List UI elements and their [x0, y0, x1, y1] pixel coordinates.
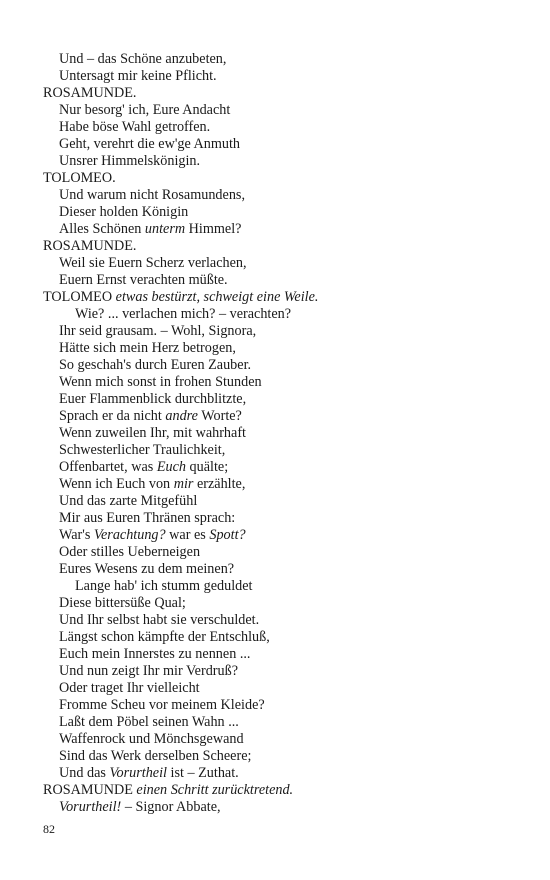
verse-line: [43, 425, 523, 442]
verse-line: [43, 340, 523, 357]
line-text: Euch mein Innerstes zu nennen ...: [59, 646, 251, 662]
verse-line: [43, 510, 523, 527]
italic-text: etwas bestürzt, schweigt eine Weile.: [115, 289, 319, 305]
verse-line: [43, 697, 523, 714]
verse-line: [43, 306, 523, 323]
verse-line: [43, 221, 523, 238]
verse-line: [43, 442, 523, 459]
line-text: Oder traget Ihr vielleicht: [59, 680, 200, 696]
line-text: Dieser holden Königin: [59, 204, 189, 220]
speaker-line: [43, 85, 523, 102]
line-text: Und nun zeigt Ihr mir Verdruß?: [59, 663, 239, 679]
verse-line: [43, 136, 523, 153]
verse-line: [43, 799, 523, 816]
speaker-line: [43, 170, 523, 187]
speaker-line: [43, 782, 523, 799]
line-text: Längst schon kämpfte der Entschluß,: [59, 629, 270, 645]
verse-line: [43, 51, 523, 68]
line-text: Mir aus Euren Thränen sprach:: [59, 510, 236, 526]
line-text: Wenn zuweilen Ihr, mit wahrhaft: [59, 425, 246, 441]
italic-text: einen Schritt zurücktretend.: [136, 782, 294, 798]
verse-line: [43, 714, 523, 731]
line-text: Laßt dem Pöbel seinen Wahn ...: [59, 714, 239, 730]
line-text: Wenn mich sonst in frohen Stunden: [59, 374, 262, 390]
verse-line: [43, 629, 523, 646]
verse-line: [43, 493, 523, 510]
line-text: Oder stilles Ueberneigen: [59, 544, 201, 560]
italic-text: Spott?: [209, 527, 246, 543]
line-text: erzählte,: [193, 476, 246, 492]
line-text: ist – Zuthat.: [167, 765, 239, 781]
verse-line: [43, 272, 523, 289]
line-text: war es: [165, 527, 210, 543]
line-text: Alles Schönen: [59, 221, 145, 237]
line-text: Ihr seid grausam. – Wohl, Signora,: [59, 323, 257, 339]
line-text: Eures Wesens zu dem meinen?: [59, 561, 235, 577]
line-text: Und Ihr selbst habt sie verschuldet.: [59, 612, 260, 628]
verse-line: [43, 544, 523, 561]
line-text: Geht, verehrt die ew'ge Anmuth: [59, 136, 241, 152]
verse-line: [43, 391, 523, 408]
line-text: Habe böse Wahl getroffen.: [59, 119, 211, 135]
verse-line: [43, 731, 523, 748]
line-text: Weil sie Euern Scherz verlachen,: [59, 255, 247, 271]
italic-text: Vorurtheil!: [59, 799, 122, 815]
line-text: Diese bittersüße Qual;: [59, 595, 186, 611]
line-text: Und warum nicht Rosamundens,: [59, 187, 245, 203]
line-text: Und das zarte Mitgefühl: [59, 493, 198, 509]
line-text: Wie? ... verlachen mich? – verachten?: [75, 306, 292, 322]
line-text: TOLOMEO.: [43, 170, 116, 186]
italic-text: Vorurtheil: [109, 765, 167, 781]
verse-line: [43, 323, 523, 340]
line-text: Offenbartet, was: [59, 459, 157, 475]
speaker-line: [43, 289, 523, 306]
line-text: Und – das Schöne anzubeten,: [59, 51, 227, 67]
verse-line: [43, 527, 523, 544]
line-text: Hätte sich mein Herz betrogen,: [59, 340, 236, 356]
verse-line: [43, 255, 523, 272]
line-text: Himmel?: [185, 221, 242, 237]
line-text: Nur besorg' ich, Eure Andacht: [59, 102, 231, 118]
italic-text: Verachtung?: [93, 527, 166, 543]
line-text: Schwesterlicher Traulichkeit,: [59, 442, 226, 458]
line-text: Untersagt mir keine Pflicht.: [59, 68, 217, 84]
verse-line: [43, 357, 523, 374]
verse-line: [43, 68, 523, 85]
line-text: Waffenrock und Mönchsgewand: [59, 731, 244, 747]
verse-line: [43, 476, 523, 493]
line-text: TOLOMEO: [43, 289, 116, 305]
verse-line: [43, 748, 523, 765]
line-text: quälte;: [186, 459, 229, 475]
page-number: 82: [43, 822, 55, 836]
verse-line: [43, 204, 523, 221]
verse-line: [43, 459, 523, 476]
verse-line: [43, 646, 523, 663]
line-text: Euer Flammenblick durchblitzte,: [59, 391, 247, 407]
line-text: ROSAMUNDE: [43, 782, 137, 798]
text-block: [43, 51, 523, 816]
verse-line: [43, 102, 523, 119]
verse-line: [43, 595, 523, 612]
line-text: ROSAMUNDE.: [43, 238, 137, 254]
verse-line: [43, 119, 523, 136]
verse-line: [43, 578, 523, 595]
line-text: Lange hab' ich stumm geduldet: [75, 578, 253, 594]
line-text: Wenn ich Euch von: [59, 476, 174, 492]
italic-text: mir: [173, 476, 194, 492]
speaker-line: [43, 238, 523, 255]
verse-line: [43, 374, 523, 391]
verse-line: [43, 680, 523, 697]
line-text: Und das: [59, 765, 110, 781]
verse-line: [43, 187, 523, 204]
line-text: Worte?: [197, 408, 242, 424]
verse-line: [43, 561, 523, 578]
line-text: So geschah's durch Euren Zauber.: [59, 357, 252, 373]
line-text: War's: [59, 527, 94, 543]
verse-line: [43, 663, 523, 680]
italic-text: Euch: [156, 459, 186, 475]
italic-text: andre: [165, 408, 198, 424]
line-text: Unsrer Himmelskönigin.: [59, 153, 201, 169]
verse-line: [43, 612, 523, 629]
italic-text: unterm: [144, 221, 186, 237]
line-text: Fromme Scheu vor meinem Kleide?: [59, 697, 265, 713]
verse-line: [43, 765, 523, 782]
line-text: Sind das Werk derselben Scheere;: [59, 748, 252, 764]
line-text: Euern Ernst verachten müßte.: [59, 272, 228, 288]
verse-line: [43, 408, 523, 425]
line-text: Sprach er da nicht: [59, 408, 166, 424]
line-text: ROSAMUNDE.: [43, 85, 137, 101]
verse-line: [43, 153, 523, 170]
line-text: – Signor Abbate,: [121, 799, 221, 815]
